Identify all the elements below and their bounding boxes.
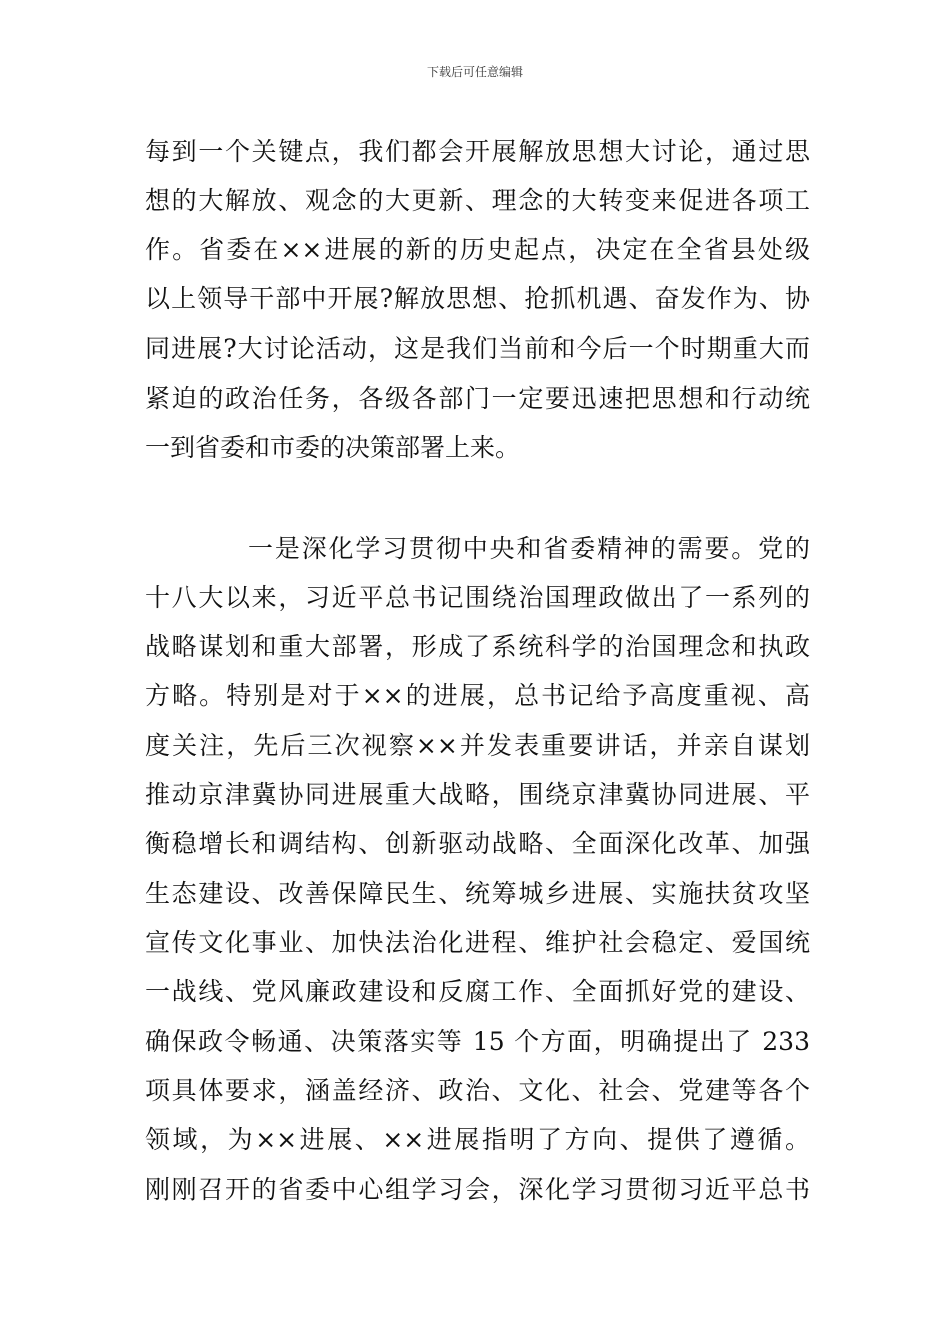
text-line: 想的大解放、观念的大更新、理念的大转变来促进各项工 xyxy=(145,186,810,215)
text-line: 宣传文化事业、加快法治化进程、维护社会稳定、爱国统 xyxy=(145,928,810,957)
text-line: 衡稳增长和调结构、创新驱动战略、全面深化改革、加强 xyxy=(145,829,810,858)
text-line: 一是深化学习贯彻中央和省委精神的需要。党的 xyxy=(248,534,810,563)
text-line: 作。省委在××进展的新的历史起点，决定在全省县处级 xyxy=(145,235,810,264)
text-line: 以上领导干部中开展?解放思想、抢抓机遇、奋发作为、协 xyxy=(145,284,810,313)
text-line: 推动京津冀协同进展重大战略，围绕京津冀协同进展、平 xyxy=(145,780,810,809)
text-line: 同进展?大讨论活动，这是我们当前和今后一个时期重大而 xyxy=(145,334,810,363)
text-line: 生态建设、改善保障民生、统筹城乡进展、实施扶贫攻坚 xyxy=(145,879,810,908)
text-line: 战略谋划和重大部署，形成了系统科学的治国理念和执政 xyxy=(145,632,810,661)
text-line: 方略。特别是对于××的进展，总书记给予高度重视、高 xyxy=(145,681,810,710)
text-line: 确保政令畅通、决策落实等 15 个方面，明确提出了 233 xyxy=(145,1027,810,1056)
text-line: 一到省委和市委的决策部署上来。 xyxy=(145,433,521,462)
text-line: 每到一个关键点，我们都会开展解放思想大讨论，通过思 xyxy=(145,137,810,166)
text-line: 一战线、党风廉政建设和反腐工作、全面抓好党的建设、 xyxy=(145,977,810,1006)
text-line: 刚刚召开的省委中心组学习会，深化学习贯彻习近平总书 xyxy=(145,1175,810,1204)
text-line: 领域，为××进展、××进展指明了方向、提供了遵循。 xyxy=(145,1125,810,1154)
text-line: 紧迫的政治任务，各级各部门一定要迅速把思想和行动统 xyxy=(145,384,810,413)
text-line: 度关注，先后三次视察××并发表重要讲话，并亲自谋划 xyxy=(145,731,810,760)
text-line: 项具体要求，涵盖经济、政治、文化、社会、党建等各个 xyxy=(145,1076,810,1105)
page-header: 下载后可任意编辑 xyxy=(426,65,523,79)
text-line: 十八大以来，习近平总书记围绕治国理政做出了一系列的 xyxy=(145,583,810,612)
